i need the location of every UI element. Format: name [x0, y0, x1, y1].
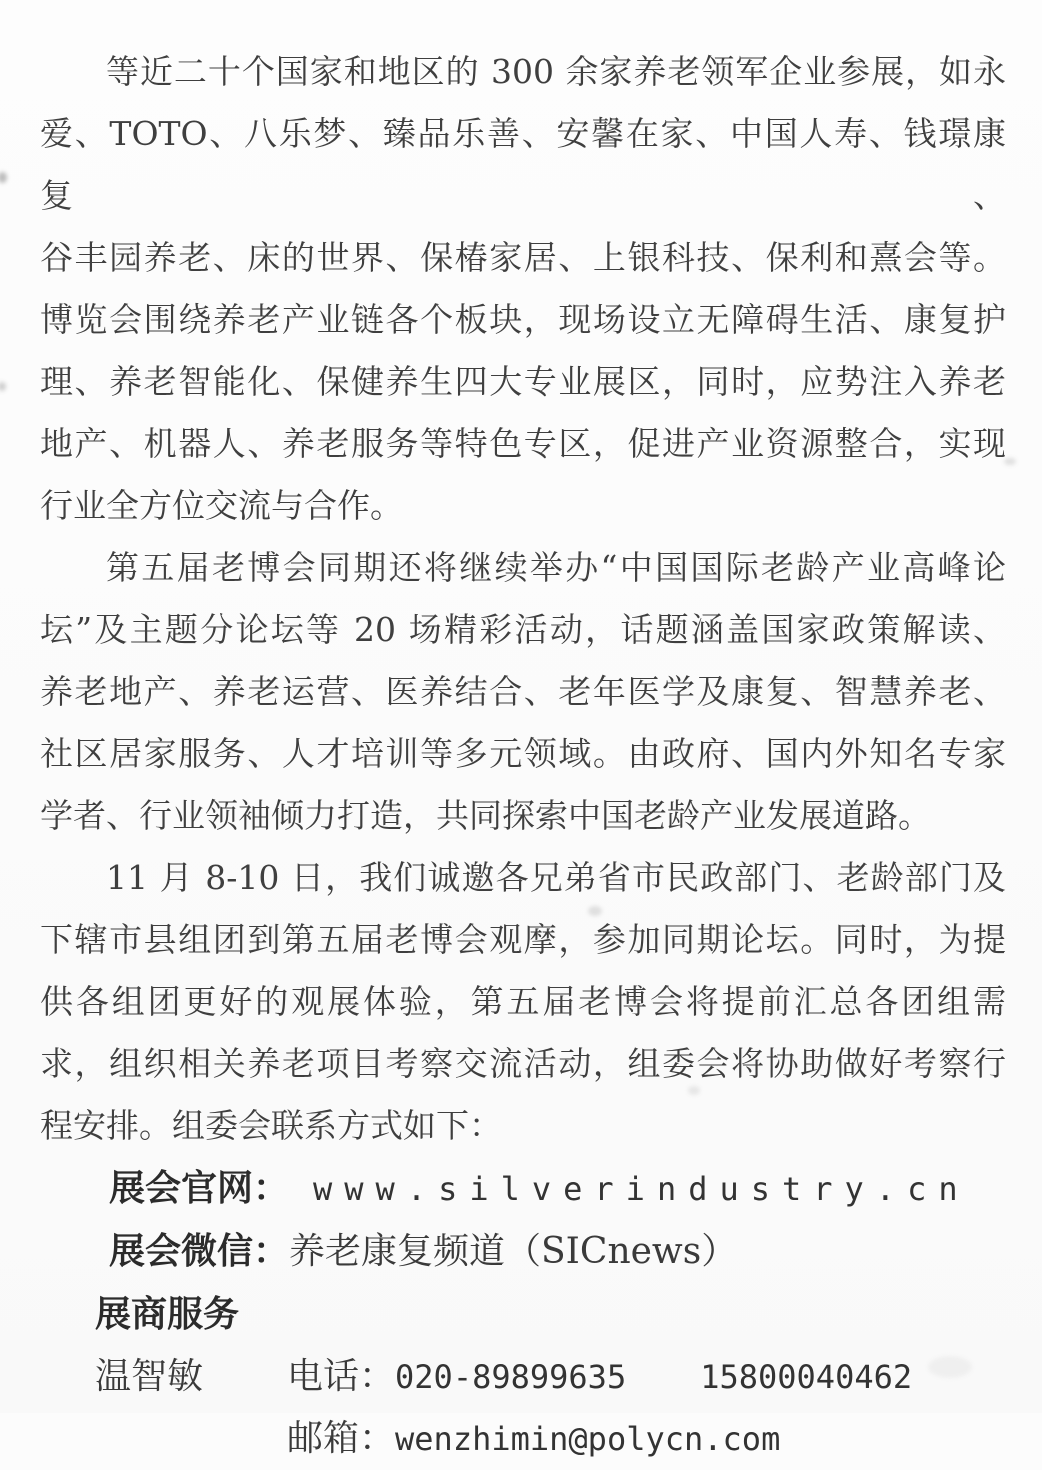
website-row	[95, 1157, 1006, 1220]
text-line: 程安排。组委会联系方式如下：	[40, 1106, 502, 1145]
text-line: 谷丰园养老、床的世界、保椿家居、上银科技、保利和熹会等。	[40, 238, 1006, 277]
wechat-row	[95, 1220, 1006, 1283]
text-line: 11 月 8-10 日，我们诚邀各兄弟省市民政部门、老龄部门及	[106, 858, 1006, 897]
text-line: 下辖市县组团到第五届老博会观摩，参加同期论坛。同时，为提	[40, 920, 1006, 959]
paragraph-invitation	[40, 847, 1006, 1157]
website-url: www.silverindustry.cn	[313, 1170, 970, 1208]
text-line: 博览会围绕养老产业链各个板块，现场设立无障碍生活、康复护	[40, 300, 1006, 339]
text-line: 学者、行业领袖倾力打造，共同探索中国老龄产业发展道路。	[40, 796, 931, 835]
wechat-label: 展会微信：	[109, 1230, 290, 1272]
phone-number-mobile: 15800040462	[700, 1358, 913, 1396]
text-line: 社区居家服务、人才培训等多元领域。由政府、国内外知名专家	[40, 734, 1006, 773]
text-line: 等近二十个国家和地区的 300 余家养老领军企业参展，如永	[106, 52, 1006, 91]
email-row	[95, 1408, 1006, 1470]
text-line: 养老地产、养老运营、医养结合、老年医学及康复、智慧养老、	[40, 672, 1006, 711]
phone-number-landline: 020-89899635	[395, 1358, 627, 1396]
phone-row	[95, 1346, 1006, 1408]
text-line: 供各组团更好的观展体验，第五届老博会将提前汇总各团组需	[40, 982, 1006, 1021]
contact-person-name: 温智敏	[95, 1356, 204, 1397]
website-label: 展会官网：	[109, 1167, 290, 1209]
text-line: 求，组织相关养老项目考察交流活动，组委会将协助做好考察行	[40, 1044, 1006, 1083]
text-line: 理、养老智能化、保健养生四大专业展区，同时，应势注入养老	[40, 362, 1006, 401]
text-line: 爱、TOTO、八乐梦、臻品乐善、安馨在家、中国人寿、钱璟康复、	[40, 114, 1006, 215]
email-address: wenzhimin@polycn.com	[395, 1420, 781, 1458]
paragraph-forum	[40, 537, 1006, 847]
phone-label: 电话：	[287, 1356, 396, 1397]
wechat-value: 养老康复频道（SICnews）	[289, 1231, 738, 1272]
text-line: 第五届老博会同期还将继续举办“中国国际老龄产业高峰论	[106, 548, 1006, 587]
text-line: 地产、机器人、养老服务等特色专区，促进产业资源整合，实现	[40, 424, 1006, 463]
paragraph-exhibitors	[40, 41, 1006, 537]
contact-section	[95, 1157, 1006, 1470]
text-line: 坛”及主题分论坛等 20 场精彩活动，话题涵盖国家政策解读、	[40, 610, 1006, 649]
email-label: 邮箱：	[287, 1418, 396, 1459]
service-heading-label: 展商服务	[95, 1293, 240, 1335]
exhibitor-service-heading	[95, 1283, 1006, 1346]
text-line: 行业全方位交流与合作。	[40, 486, 403, 525]
